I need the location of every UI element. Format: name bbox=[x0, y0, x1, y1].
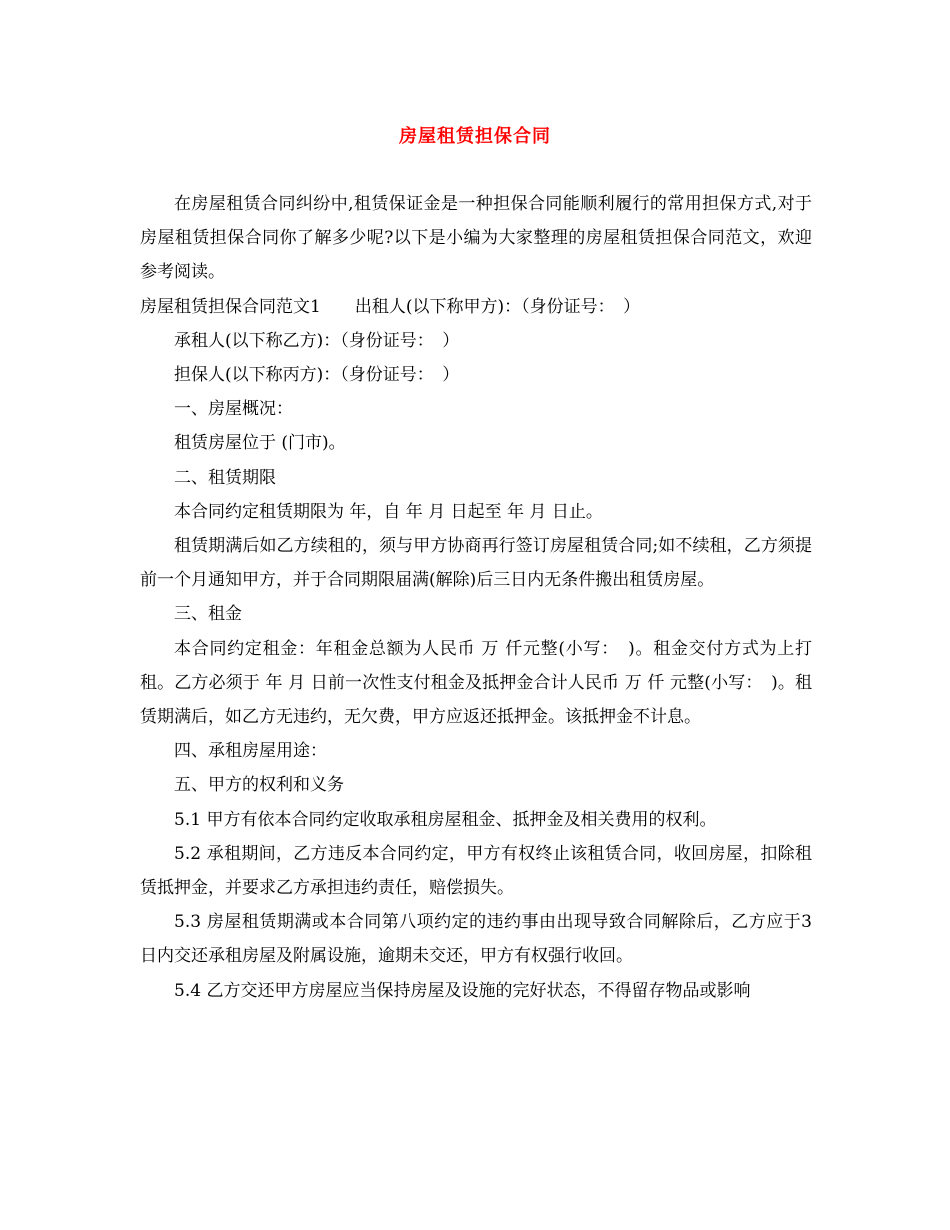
contract-heading-lessor: 房屋租赁担保合同范文1 出租人(以下称甲方)：（身份证号： ） bbox=[140, 296, 641, 317]
section-heading-2: 二、租赁期限 bbox=[174, 467, 276, 488]
clause-5-3: 5.3 房屋租赁期满或本合同第八项约定的违约事由出现导致合同解除后，乙方应于3日内交还承租房屋及附属设施，逾期未交还，甲方有权强行收回。 bbox=[140, 912, 812, 967]
lessee-line: 承租人(以下称乙方)：（身份证号： ） bbox=[174, 330, 460, 351]
lease-term: 本合同约定租赁期限为 年，自 年 月 日起至 年 月 日止。 bbox=[174, 501, 603, 522]
lease-renewal: 租赁期满后如乙方续租的，须与甲方协商再行签订房屋租赁合同;如不续租，乙方须提前一个月通知甲方，并于合同期限届满(解除)后三日内无条件搬出租赁房屋。 bbox=[140, 536, 812, 591]
clause-5-4: 5.4 乙方交还甲方房屋应当保持房屋及设施的完好状态，不得留存物品或影响 bbox=[174, 980, 751, 1001]
section-heading-1: 一、房屋概况： bbox=[174, 399, 293, 420]
section-heading-5: 五、甲方的权利和义务 bbox=[174, 775, 344, 796]
document-title: 房屋租赁担保合同 bbox=[399, 126, 551, 147]
property-location: 租赁房屋位于 (门市)。 bbox=[174, 433, 346, 454]
section-heading-4: 四、承租房屋用途： bbox=[174, 741, 327, 762]
section-heading-3: 三、租金 bbox=[174, 604, 242, 625]
document-body bbox=[140, 187, 812, 1008]
guarantor-line: 担保人(以下称丙方)：（身份证号： ） bbox=[174, 365, 460, 386]
clause-5-2: 5.2 承租期间，乙方违反本合同约定，甲方有权终止该租赁合同，收回房屋，扣除租赁抵押金，并要求乙方承担违约责任，赔偿损失。 bbox=[140, 843, 812, 899]
clause-5-1: 5.1 甲方有依本合同约定收取承租房屋租金、抵押金及相关费用的权利。 bbox=[174, 809, 717, 830]
intro-paragraph: 在房屋租赁合同纠纷中,租赁保证金是一种担保合同能顺利履行的常用担保方式,对于房屋租赁担保合同你了解多少呢?以下是小编为大家整理的房屋租赁担保合同范文，欢迎参考阅读。 bbox=[140, 194, 812, 283]
rent-terms: 本合同约定租金：年租金总额为人民币 万 仟元整(小写： )。租金交付方式为上打租。乙方必须于 年 月 日前一次性支付租金及抵押金合计人民币 万 仟 元整(小写： )。租赁期满后，如乙方无违约，无欠费，甲方应返还抵押金。该抵押金不计息。 bbox=[140, 638, 812, 728]
